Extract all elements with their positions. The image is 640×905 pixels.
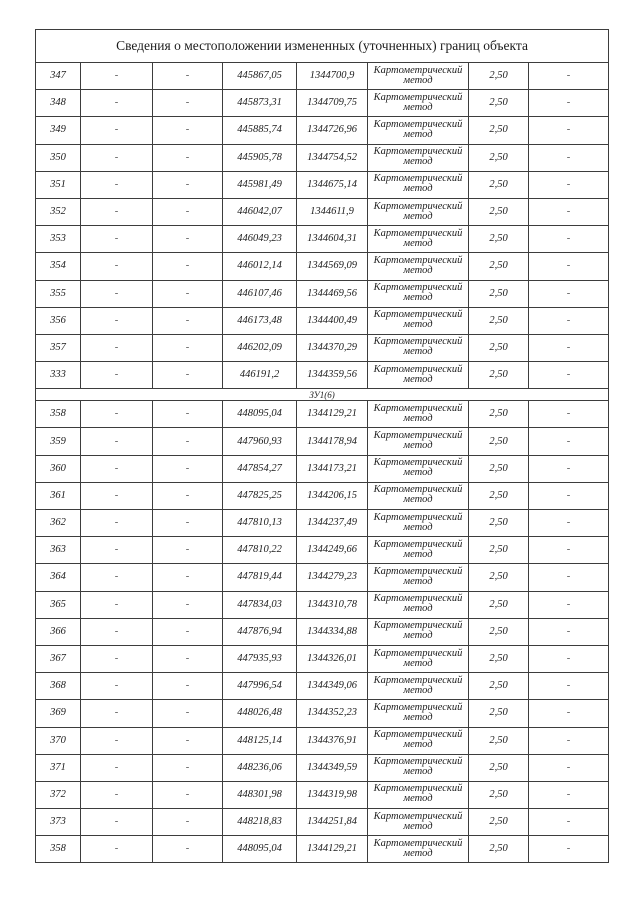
accuracy-cell: 2,50 (469, 198, 529, 225)
method-cell (368, 401, 469, 428)
point-number-cell: 365 (36, 591, 81, 618)
method-text: Картометрический метод (373, 363, 463, 385)
y-coordinate-cell: 1344370,29 (297, 334, 368, 361)
column-8-cell: - (529, 63, 609, 90)
column-3-cell: - (153, 226, 223, 253)
method-cell (368, 334, 469, 361)
column-2-cell: - (81, 781, 153, 808)
x-coordinate-cell: 447996,54 (223, 673, 297, 700)
method-cell (368, 226, 469, 253)
accuracy-cell: 2,50 (469, 754, 529, 781)
y-coordinate-cell: 1344376,91 (297, 727, 368, 754)
method-cell (368, 198, 469, 225)
accuracy-cell: 2,50 (469, 144, 529, 171)
column-2-cell: - (81, 63, 153, 90)
table-row (36, 673, 609, 700)
column-8-cell: - (529, 700, 609, 727)
column-3-cell: - (153, 253, 223, 280)
x-coordinate-cell: 448095,04 (223, 836, 297, 863)
table-row (36, 564, 609, 591)
y-coordinate-cell: 1344569,09 (297, 253, 368, 280)
column-8-cell: - (529, 198, 609, 225)
column-2-cell: - (81, 334, 153, 361)
accuracy-cell: 2,50 (469, 253, 529, 280)
method-text: Картометрический метод (373, 64, 463, 86)
column-3-cell: - (153, 809, 223, 836)
column-3-cell: - (153, 144, 223, 171)
y-coordinate-cell: 1344334,88 (297, 618, 368, 645)
table-row (36, 645, 609, 672)
x-coordinate-cell: 447810,22 (223, 537, 297, 564)
y-coordinate-cell: 1344129,21 (297, 401, 368, 428)
method-text: Картометрический метод (373, 701, 463, 723)
accuracy-cell: 2,50 (469, 63, 529, 90)
column-3-cell: - (153, 63, 223, 90)
column-8-cell: - (529, 280, 609, 307)
column-8-cell: - (529, 307, 609, 334)
column-2-cell: - (81, 455, 153, 482)
y-coordinate-cell: 1344700,9 (297, 63, 368, 90)
point-number-cell: 364 (36, 564, 81, 591)
column-3-cell: - (153, 428, 223, 455)
column-3-cell: - (153, 198, 223, 225)
method-cell (368, 836, 469, 863)
point-number-cell: 358 (36, 401, 81, 428)
column-2-cell: - (81, 280, 153, 307)
column-3-cell: - (153, 455, 223, 482)
column-2-cell: - (81, 510, 153, 537)
column-2-cell: - (81, 401, 153, 428)
point-number-cell: 373 (36, 809, 81, 836)
point-number-cell: 359 (36, 428, 81, 455)
method-text: Картометрический метод (373, 457, 463, 479)
table-row (36, 618, 609, 645)
method-cell (368, 673, 469, 700)
method-cell (368, 618, 469, 645)
accuracy-cell: 2,50 (469, 700, 529, 727)
accuracy-cell: 2,50 (469, 591, 529, 618)
point-number-cell: 366 (36, 618, 81, 645)
table-row (36, 253, 609, 280)
column-3-cell: - (153, 117, 223, 144)
column-8-cell: - (529, 401, 609, 428)
y-coordinate-cell: 1344352,23 (297, 700, 368, 727)
column-2-cell: - (81, 307, 153, 334)
y-coordinate-cell: 1344206,15 (297, 482, 368, 509)
table-row (36, 90, 609, 117)
y-coordinate-cell: 1344326,01 (297, 645, 368, 672)
column-2-cell: - (81, 362, 153, 389)
column-8-cell: - (529, 171, 609, 198)
table-title: Сведения о местоположении измененных (уточненных) границ объекта (36, 30, 609, 63)
table-row (36, 700, 609, 727)
column-3-cell: - (153, 362, 223, 389)
table-row (36, 836, 609, 863)
column-2-cell: - (81, 117, 153, 144)
method-cell (368, 253, 469, 280)
point-number-cell: 347 (36, 63, 81, 90)
point-number-cell: 372 (36, 781, 81, 808)
x-coordinate-cell: 446012,14 (223, 253, 297, 280)
column-3-cell: - (153, 781, 223, 808)
y-coordinate-cell: 1344349,06 (297, 673, 368, 700)
column-2-cell: - (81, 591, 153, 618)
y-coordinate-cell: 1344251,84 (297, 809, 368, 836)
point-number-cell: 363 (36, 537, 81, 564)
column-3-cell: - (153, 537, 223, 564)
method-text: Картометрический метод (373, 538, 463, 560)
column-2-cell: - (81, 537, 153, 564)
table-row (36, 63, 609, 90)
table-row (36, 754, 609, 781)
method-cell (368, 455, 469, 482)
method-text: Картометрический метод (373, 118, 463, 140)
method-cell (368, 307, 469, 334)
table-title-row (36, 30, 609, 63)
y-coordinate-cell: 1344469,56 (297, 280, 368, 307)
column-8-cell: - (529, 836, 609, 863)
column-3-cell: - (153, 727, 223, 754)
x-coordinate-cell: 447819,44 (223, 564, 297, 591)
method-text: Картометрический метод (373, 593, 463, 615)
x-coordinate-cell: 447825,25 (223, 482, 297, 509)
point-number-cell: 362 (36, 510, 81, 537)
method-text: Картометрический метод (373, 309, 463, 331)
column-3-cell: - (153, 591, 223, 618)
method-text: Картометрический метод (373, 254, 463, 276)
method-text: Картометрический метод (373, 620, 463, 642)
accuracy-cell: 2,50 (469, 428, 529, 455)
method-text: Картометрический метод (373, 227, 463, 249)
column-8-cell: - (529, 334, 609, 361)
table-row (36, 401, 609, 428)
table-row (36, 198, 609, 225)
column-2-cell: - (81, 144, 153, 171)
method-cell (368, 362, 469, 389)
column-2-cell: - (81, 727, 153, 754)
method-text: Картометрический метод (373, 484, 463, 506)
column-3-cell: - (153, 334, 223, 361)
point-number-cell: 350 (36, 144, 81, 171)
column-8-cell: - (529, 362, 609, 389)
y-coordinate-cell: 1344279,23 (297, 564, 368, 591)
method-cell (368, 781, 469, 808)
method-cell (368, 90, 469, 117)
column-2-cell: - (81, 226, 153, 253)
method-text: Картометрический метод (373, 200, 463, 222)
point-number-cell: 368 (36, 673, 81, 700)
y-coordinate-cell: 1344349,59 (297, 754, 368, 781)
method-cell (368, 510, 469, 537)
column-8-cell: - (529, 428, 609, 455)
method-text: Картометрический метод (373, 837, 463, 859)
accuracy-cell: 2,50 (469, 836, 529, 863)
accuracy-cell: 2,50 (469, 334, 529, 361)
accuracy-cell: 2,50 (469, 727, 529, 754)
point-number-cell: 360 (36, 455, 81, 482)
x-coordinate-cell: 447876,94 (223, 618, 297, 645)
table-row (36, 510, 609, 537)
x-coordinate-cell: 446173,48 (223, 307, 297, 334)
table-row (36, 482, 609, 509)
method-text: Картометрический метод (373, 783, 463, 805)
column-8-cell: - (529, 781, 609, 808)
method-text: Картометрический метод (373, 565, 463, 587)
table-row (36, 455, 609, 482)
column-8-cell: - (529, 591, 609, 618)
accuracy-cell: 2,50 (469, 618, 529, 645)
x-coordinate-cell: 448301,98 (223, 781, 297, 808)
table-row (36, 307, 609, 334)
table-body (36, 63, 609, 863)
accuracy-cell: 2,50 (469, 510, 529, 537)
column-8-cell: - (529, 673, 609, 700)
table-row (36, 809, 609, 836)
method-cell (368, 727, 469, 754)
y-coordinate-cell: 1344178,94 (297, 428, 368, 455)
table-row (36, 362, 609, 389)
point-number-cell: 370 (36, 727, 81, 754)
method-cell (368, 645, 469, 672)
section-heading: ЗУ1(6) (36, 389, 609, 401)
point-number-cell: 354 (36, 253, 81, 280)
column-2-cell: - (81, 809, 153, 836)
y-coordinate-cell: 1344359,56 (297, 362, 368, 389)
column-2-cell: - (81, 700, 153, 727)
column-8-cell: - (529, 727, 609, 754)
accuracy-cell: 2,50 (469, 307, 529, 334)
point-number-cell: 352 (36, 198, 81, 225)
table-row (36, 334, 609, 361)
method-text: Картометрический метод (373, 430, 463, 452)
x-coordinate-cell: 445905,78 (223, 144, 297, 171)
x-coordinate-cell: 447960,93 (223, 428, 297, 455)
column-8-cell: - (529, 253, 609, 280)
table-row (36, 117, 609, 144)
method-text: Картометрический метод (373, 146, 463, 168)
column-8-cell: - (529, 90, 609, 117)
column-2-cell: - (81, 754, 153, 781)
column-8-cell: - (529, 510, 609, 537)
point-number-cell: 333 (36, 362, 81, 389)
column-8-cell: - (529, 482, 609, 509)
method-cell (368, 117, 469, 144)
accuracy-cell: 2,50 (469, 482, 529, 509)
y-coordinate-cell: 1344675,14 (297, 171, 368, 198)
accuracy-cell: 2,50 (469, 362, 529, 389)
accuracy-cell: 2,50 (469, 401, 529, 428)
method-text: Картометрический метод (373, 336, 463, 358)
column-3-cell: - (153, 401, 223, 428)
column-8-cell: - (529, 618, 609, 645)
x-coordinate-cell: 445885,74 (223, 117, 297, 144)
method-cell (368, 144, 469, 171)
accuracy-cell: 2,50 (469, 781, 529, 808)
column-8-cell: - (529, 117, 609, 144)
point-number-cell: 349 (36, 117, 81, 144)
x-coordinate-cell: 445873,31 (223, 90, 297, 117)
method-cell (368, 280, 469, 307)
x-coordinate-cell: 448125,14 (223, 727, 297, 754)
y-coordinate-cell: 1344237,49 (297, 510, 368, 537)
column-3-cell: - (153, 482, 223, 509)
column-2-cell: - (81, 171, 153, 198)
y-coordinate-cell: 1344754,52 (297, 144, 368, 171)
column-2-cell: - (81, 564, 153, 591)
x-coordinate-cell: 446049,23 (223, 226, 297, 253)
table-row (36, 280, 609, 307)
point-number-cell: 367 (36, 645, 81, 672)
x-coordinate-cell: 446042,07 (223, 198, 297, 225)
method-text: Картометрический метод (373, 810, 463, 832)
method-cell (368, 754, 469, 781)
accuracy-cell: 2,50 (469, 117, 529, 144)
method-cell (368, 63, 469, 90)
column-2-cell: - (81, 836, 153, 863)
method-cell (368, 700, 469, 727)
method-text: Картометрический метод (373, 756, 463, 778)
table-row (36, 781, 609, 808)
y-coordinate-cell: 1344611,9 (297, 198, 368, 225)
method-text: Картометрический метод (373, 173, 463, 195)
column-2-cell: - (81, 673, 153, 700)
x-coordinate-cell: 448026,48 (223, 700, 297, 727)
method-text: Картометрический метод (373, 402, 463, 424)
y-coordinate-cell: 1344249,66 (297, 537, 368, 564)
method-text: Картометрический метод (373, 282, 463, 304)
column-3-cell: - (153, 171, 223, 198)
accuracy-cell: 2,50 (469, 537, 529, 564)
method-cell (368, 809, 469, 836)
y-coordinate-cell: 1344400,49 (297, 307, 368, 334)
y-coordinate-cell: 1344726,96 (297, 117, 368, 144)
point-number-cell: 356 (36, 307, 81, 334)
y-coordinate-cell: 1344709,75 (297, 90, 368, 117)
accuracy-cell: 2,50 (469, 171, 529, 198)
column-8-cell: - (529, 754, 609, 781)
point-number-cell: 358 (36, 836, 81, 863)
column-3-cell: - (153, 90, 223, 117)
table-row (36, 171, 609, 198)
point-number-cell: 351 (36, 171, 81, 198)
column-2-cell: - (81, 618, 153, 645)
y-coordinate-cell: 1344319,98 (297, 781, 368, 808)
method-cell (368, 537, 469, 564)
accuracy-cell: 2,50 (469, 90, 529, 117)
column-3-cell: - (153, 510, 223, 537)
boundary-coordinates-table (35, 29, 609, 863)
accuracy-cell: 2,50 (469, 226, 529, 253)
column-3-cell: - (153, 754, 223, 781)
x-coordinate-cell: 447834,03 (223, 591, 297, 618)
column-8-cell: - (529, 226, 609, 253)
column-2-cell: - (81, 482, 153, 509)
column-8-cell: - (529, 455, 609, 482)
y-coordinate-cell: 1344310,78 (297, 591, 368, 618)
column-2-cell: - (81, 90, 153, 117)
x-coordinate-cell: 445981,49 (223, 171, 297, 198)
point-number-cell: 371 (36, 754, 81, 781)
x-coordinate-cell: 448236,06 (223, 754, 297, 781)
column-3-cell: - (153, 307, 223, 334)
table-row (36, 428, 609, 455)
method-text: Картометрический метод (373, 647, 463, 669)
column-2-cell: - (81, 428, 153, 455)
column-8-cell: - (529, 537, 609, 564)
accuracy-cell: 2,50 (469, 455, 529, 482)
point-number-cell: 361 (36, 482, 81, 509)
x-coordinate-cell: 448095,04 (223, 401, 297, 428)
accuracy-cell: 2,50 (469, 809, 529, 836)
method-cell (368, 564, 469, 591)
point-number-cell: 353 (36, 226, 81, 253)
method-cell (368, 171, 469, 198)
x-coordinate-cell: 446107,46 (223, 280, 297, 307)
column-8-cell: - (529, 645, 609, 672)
column-3-cell: - (153, 564, 223, 591)
column-8-cell: - (529, 809, 609, 836)
y-coordinate-cell: 1344173,21 (297, 455, 368, 482)
point-number-cell: 357 (36, 334, 81, 361)
accuracy-cell: 2,50 (469, 673, 529, 700)
table-row (36, 727, 609, 754)
column-8-cell: - (529, 564, 609, 591)
section-heading-row (36, 389, 609, 401)
column-3-cell: - (153, 280, 223, 307)
table-row (36, 537, 609, 564)
column-2-cell: - (81, 253, 153, 280)
x-coordinate-cell: 448218,83 (223, 809, 297, 836)
table-row (36, 591, 609, 618)
x-coordinate-cell: 446191,2 (223, 362, 297, 389)
method-text: Картометрический метод (373, 511, 463, 533)
y-coordinate-cell: 1344129,21 (297, 836, 368, 863)
point-number-cell: 348 (36, 90, 81, 117)
method-text: Картометрический метод (373, 729, 463, 751)
y-coordinate-cell: 1344604,31 (297, 226, 368, 253)
x-coordinate-cell: 445867,05 (223, 63, 297, 90)
column-2-cell: - (81, 198, 153, 225)
accuracy-cell: 2,50 (469, 564, 529, 591)
point-number-cell: 355 (36, 280, 81, 307)
column-8-cell: - (529, 144, 609, 171)
method-cell (368, 428, 469, 455)
column-3-cell: - (153, 645, 223, 672)
accuracy-cell: 2,50 (469, 280, 529, 307)
column-3-cell: - (153, 700, 223, 727)
column-2-cell: - (81, 645, 153, 672)
method-text: Картометрический метод (373, 91, 463, 113)
x-coordinate-cell: 447935,93 (223, 645, 297, 672)
x-coordinate-cell: 447854,27 (223, 455, 297, 482)
table-row (36, 144, 609, 171)
column-3-cell: - (153, 836, 223, 863)
column-3-cell: - (153, 618, 223, 645)
method-cell (368, 482, 469, 509)
x-coordinate-cell: 446202,09 (223, 334, 297, 361)
table-row (36, 226, 609, 253)
accuracy-cell: 2,50 (469, 645, 529, 672)
column-3-cell: - (153, 673, 223, 700)
method-cell (368, 591, 469, 618)
point-number-cell: 369 (36, 700, 81, 727)
x-coordinate-cell: 447810,13 (223, 510, 297, 537)
method-text: Картометрический метод (373, 674, 463, 696)
